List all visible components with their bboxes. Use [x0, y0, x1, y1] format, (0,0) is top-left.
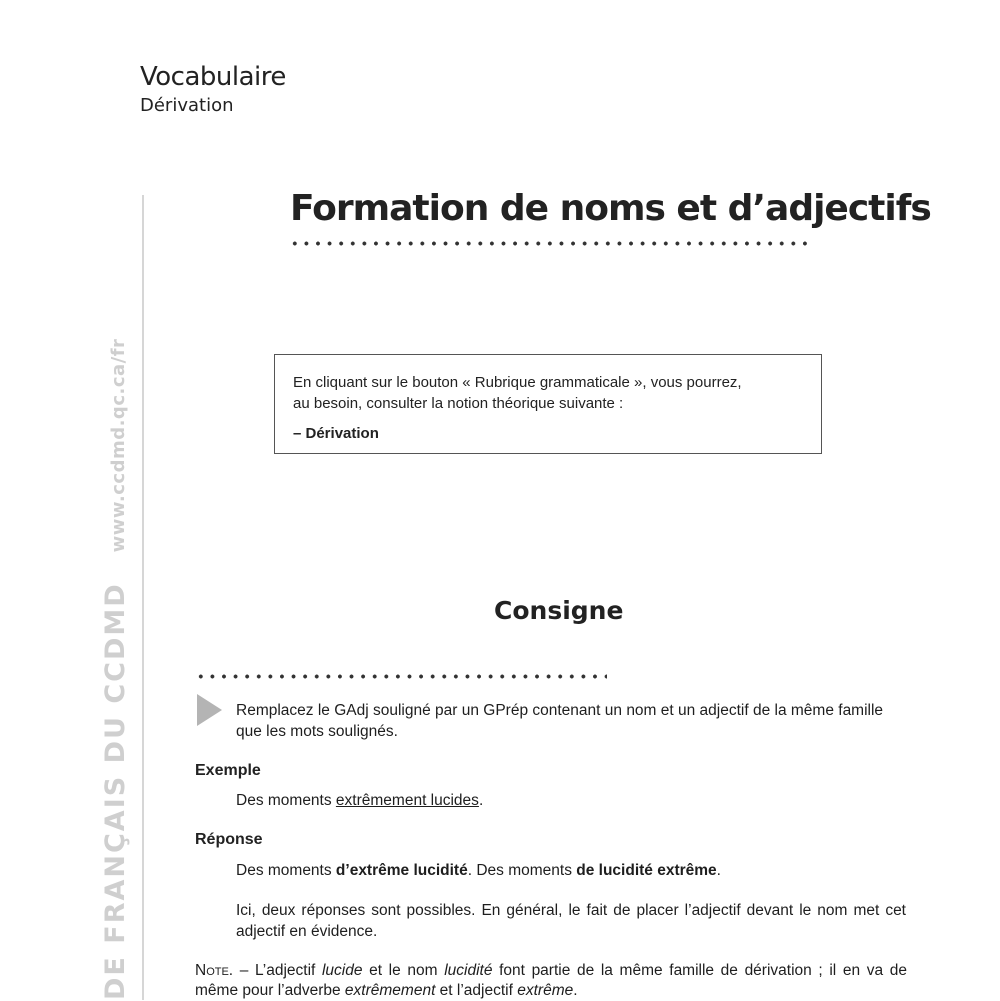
sidebar-watermark [100, 339, 131, 1000]
sidebar-brand: DE FRANÇAIS DU CCDMD [100, 582, 131, 1000]
consigne-heading: Consigne [494, 596, 624, 625]
answer-1: d’extrême lucidité [335, 862, 468, 879]
exemple-text: Des moments extrêmement lucides. [236, 792, 484, 809]
info-line-1: En cliquant sur le bouton « Rubrique grammaticale », vous pourrez, [293, 374, 742, 391]
consigne-dotted-rule [195, 674, 607, 679]
reponse-text: Des moments d’extrême lucidité. Des moments de lucidité extrême. [236, 862, 721, 879]
reponse-explanation: Ici, deux réponses sont possibles. En général, le fait de placer l’adjectif devant le nom met cet adjectif en évidence. [236, 902, 906, 940]
title-dotted-rule [289, 241, 811, 246]
page-title: Formation de noms et d’adjectifs [290, 188, 931, 229]
underlined-gadj: extrêmement lucides [335, 792, 479, 809]
reponse-label: Réponse [195, 831, 263, 848]
sidebar-url: www.ccdmd.qc.ca/fr [108, 338, 129, 553]
play-arrow-icon [197, 694, 222, 726]
info-box [274, 354, 822, 454]
exemple-label: Exemple [195, 762, 261, 779]
instruction-text: Remplacez le GAdj souligné par un GPrép contenant un nom et un adjectif de la même famille que les mots soulignés. [236, 702, 884, 740]
margin-rule [142, 195, 144, 1000]
info-line-2: au besoin, consulter la notion théorique suivante : [293, 395, 624, 412]
answer-2: de lucidité extrême [576, 862, 717, 879]
subsection-heading: Dérivation [140, 95, 234, 116]
note-paragraph: Note. – L’adjectif lucide et le nom lucidité font partie de la même famille de dérivation ; il en va de même pour l’adverbe extrêmement et l’adjectif extrême. [195, 962, 908, 999]
section-heading: Vocabulaire [140, 62, 286, 92]
note-label: Note. [195, 962, 234, 979]
info-notion-item: – Dérivation [293, 425, 379, 442]
